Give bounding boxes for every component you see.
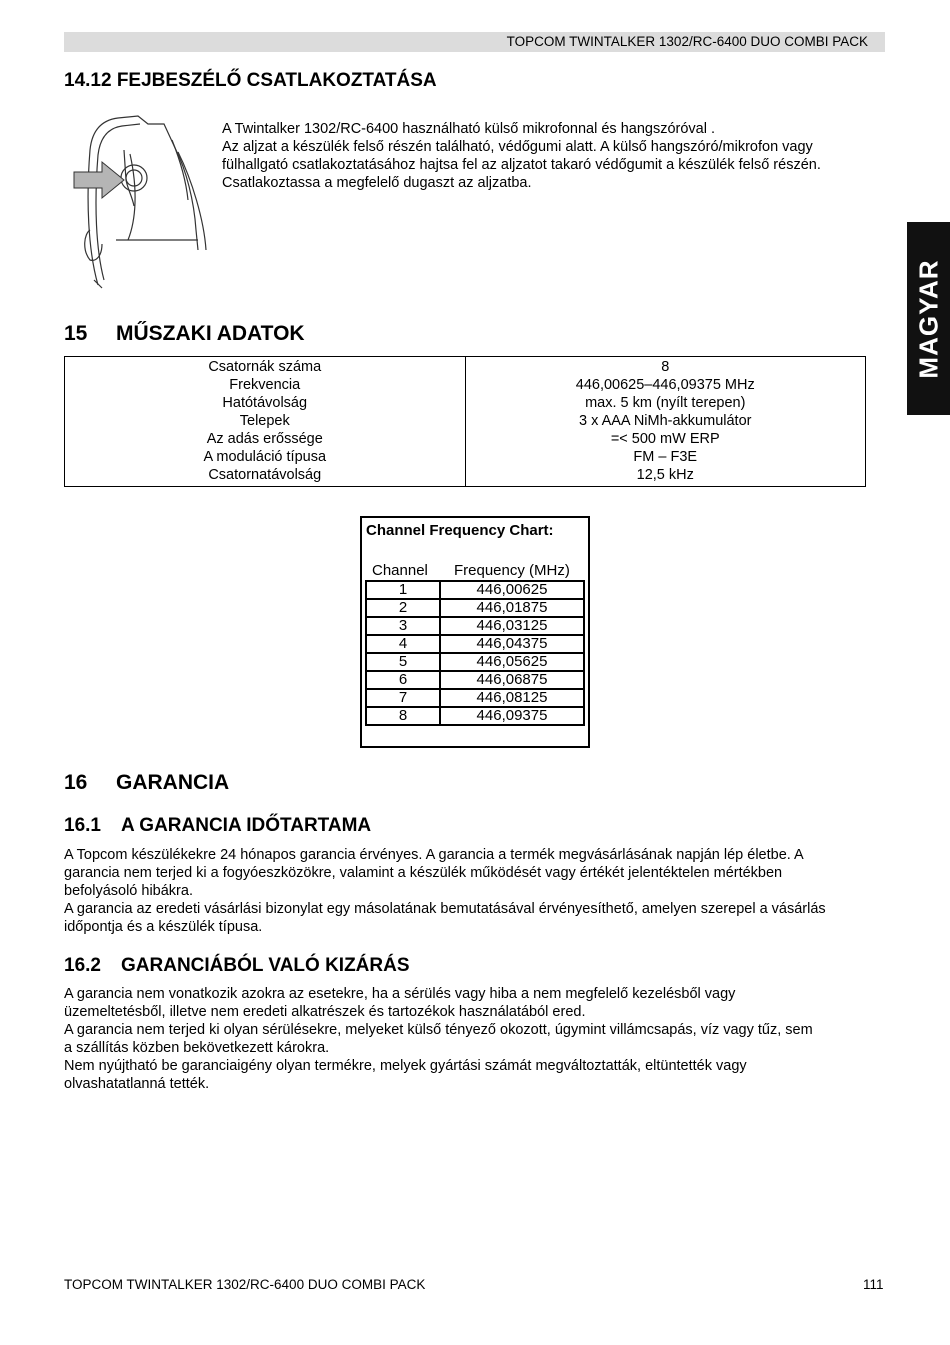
spec-label: Telepek xyxy=(239,413,290,429)
column-header-channel: Channel xyxy=(372,562,428,579)
page-number: 111 xyxy=(863,1277,884,1292)
section-161-body xyxy=(64,846,894,936)
channel-cell: 3 xyxy=(366,617,440,635)
spec-label: Csatornák száma xyxy=(208,359,322,375)
table-row xyxy=(366,581,584,599)
column-header-frequency: Frequency (MHz) xyxy=(454,562,570,579)
table-row xyxy=(366,653,584,671)
paragraph-line: A garancia nem terjed ki olyan sérülésekre, melyeket külső tényező okozott, úgymint villámcsapás, víz vagy tűz, sem xyxy=(64,1022,813,1038)
spec-table xyxy=(64,356,866,487)
spec-label: Hatótávolság xyxy=(222,395,308,411)
frequency-cell: 446,01875 xyxy=(440,599,584,617)
channel-cell: 7 xyxy=(366,689,440,707)
channel-frequency-chart xyxy=(360,516,590,748)
paragraph-line: Nem nyújtható be garanciaigény olyan termékre, melyek gyártási számát megváltoztatták, eltüntették vagy xyxy=(64,1058,747,1074)
spec-value: max. 5 km (nyílt terepen) xyxy=(585,395,746,411)
section-number: 16.1 xyxy=(64,815,101,836)
section-title-text: GARANCIA xyxy=(116,771,230,794)
paragraph-line: A garancia az eredeti vásárlási bizonylat egy másolatának bemutatásával érvényesíthető, amelyen szerepel a vásárlás xyxy=(64,901,826,917)
paragraph-line: fülhallgató csatlakoztatásához hajtsa fel az aljzatot takaró védőgumit a készülék felső részén. xyxy=(222,157,821,173)
section-1412-title: 14.12 FEJBESZÉLŐ CSATLAKOZTATÁSA xyxy=(64,70,437,91)
table-row xyxy=(366,689,584,707)
language-tab-label: MAGYAR xyxy=(913,258,943,379)
section-title-text: MŰSZAKI ADATOK xyxy=(116,322,305,345)
spec-value: 446,00625–446,09375 MHz xyxy=(575,377,755,393)
channel-cell: 2 xyxy=(366,599,440,617)
channel-cell: 6 xyxy=(366,671,440,689)
paragraph-line: A garancia nem vonatkozik azokra az esetekre, ha a sérülés vagy hiba a nem megfelelő kezelésből vagy xyxy=(64,986,736,1002)
table-row xyxy=(366,635,584,653)
frequency-cell: 446,05625 xyxy=(440,653,584,671)
paragraph-line: üzemeltetésből, illetve nem eredeti alkatrészek és tartozékok használatából ered. xyxy=(64,1004,586,1020)
section-title-text: GARANCIÁBÓL VALÓ KIZÁRÁS xyxy=(121,955,410,976)
spec-value: 3 x AAA NiMh-akkumulátor xyxy=(579,413,752,429)
section-number: 16 xyxy=(64,771,88,794)
section-number: 16.2 xyxy=(64,955,101,976)
paragraph-line: olvashatatlanná tették. xyxy=(64,1076,210,1092)
header-product: TOPCOM TWINTALKER 1302/RC-6400 DUO COMBI PACK xyxy=(506,34,868,49)
frequency-cell: 446,04375 xyxy=(440,635,584,653)
spec-label: Csatornatávolság xyxy=(208,467,322,483)
section-1412-body xyxy=(222,120,892,192)
frequency-cell: 446,03125 xyxy=(440,617,584,635)
section-16-title xyxy=(64,771,229,795)
section-title-text: A GARANCIA IDŐTARTAMA xyxy=(121,815,372,836)
section-162-title xyxy=(64,955,410,977)
paragraph-line: Csatlakoztassa a megfelelő dugaszt az aljzatba. xyxy=(222,175,532,191)
paragraph-line: garancia nem terjed ki a fogyóeszközökre, valamint a készülék működését vagy értékét jelentéktelen mértékben xyxy=(64,865,783,881)
spec-values xyxy=(465,357,866,487)
frequency-cell: 446,08125 xyxy=(440,689,584,707)
frequency-cell: 446,09375 xyxy=(440,707,584,725)
spec-labels xyxy=(65,357,466,487)
channel-cell: 4 xyxy=(366,635,440,653)
paragraph-line: a szállítás közben bekövetkezett károkra. xyxy=(64,1040,330,1056)
section-162-body xyxy=(64,985,894,1093)
channel-table xyxy=(365,580,585,726)
section-number: 15 xyxy=(64,322,88,345)
channel-cell: 5 xyxy=(366,653,440,671)
paragraph-line: befolyásoló hibákra. xyxy=(64,883,193,899)
section-161-title xyxy=(64,815,371,837)
spec-value: =< 500 mW ERP xyxy=(610,431,720,447)
channel-cell: 1 xyxy=(366,581,440,599)
spec-label: Az adás erőssége xyxy=(206,431,323,447)
paragraph-line: Az aljzat a készülék felső részén található, védőgumi alatt. A külső hangszóró/mikrofon vagy xyxy=(222,139,813,155)
section-15-title xyxy=(64,322,305,346)
table-row xyxy=(366,707,584,725)
spec-label: Frekvencia xyxy=(229,377,301,393)
headset-socket-illustration xyxy=(68,110,218,290)
paragraph-line: A Twintalker 1302/RC-6400 használható külső mikrofonnal és hangszóróval . xyxy=(222,121,716,137)
spec-label: A moduláció típusa xyxy=(203,449,327,465)
table-row xyxy=(366,617,584,635)
paragraph-line: A Topcom készülékekre 24 hónapos garancia érvényes. A garancia a termék megvásárlásának napján lép életbe. A xyxy=(64,847,804,863)
spec-value: 12,5 kHz xyxy=(636,467,694,483)
language-tab xyxy=(907,222,950,415)
table-row xyxy=(366,671,584,689)
spec-value: FM – F3E xyxy=(633,449,698,465)
chart-title: Channel Frequency Chart: xyxy=(366,522,554,539)
frequency-cell: 446,00625 xyxy=(440,581,584,599)
spec-value: 8 xyxy=(661,359,670,375)
table-row xyxy=(366,599,584,617)
channel-cell: 8 xyxy=(366,707,440,725)
paragraph-line: időpontja és a készülék típusa. xyxy=(64,919,263,935)
frequency-cell: 446,06875 xyxy=(440,671,584,689)
footer-product: TOPCOM TWINTALKER 1302/RC-6400 DUO COMBI PACK xyxy=(64,1277,426,1292)
